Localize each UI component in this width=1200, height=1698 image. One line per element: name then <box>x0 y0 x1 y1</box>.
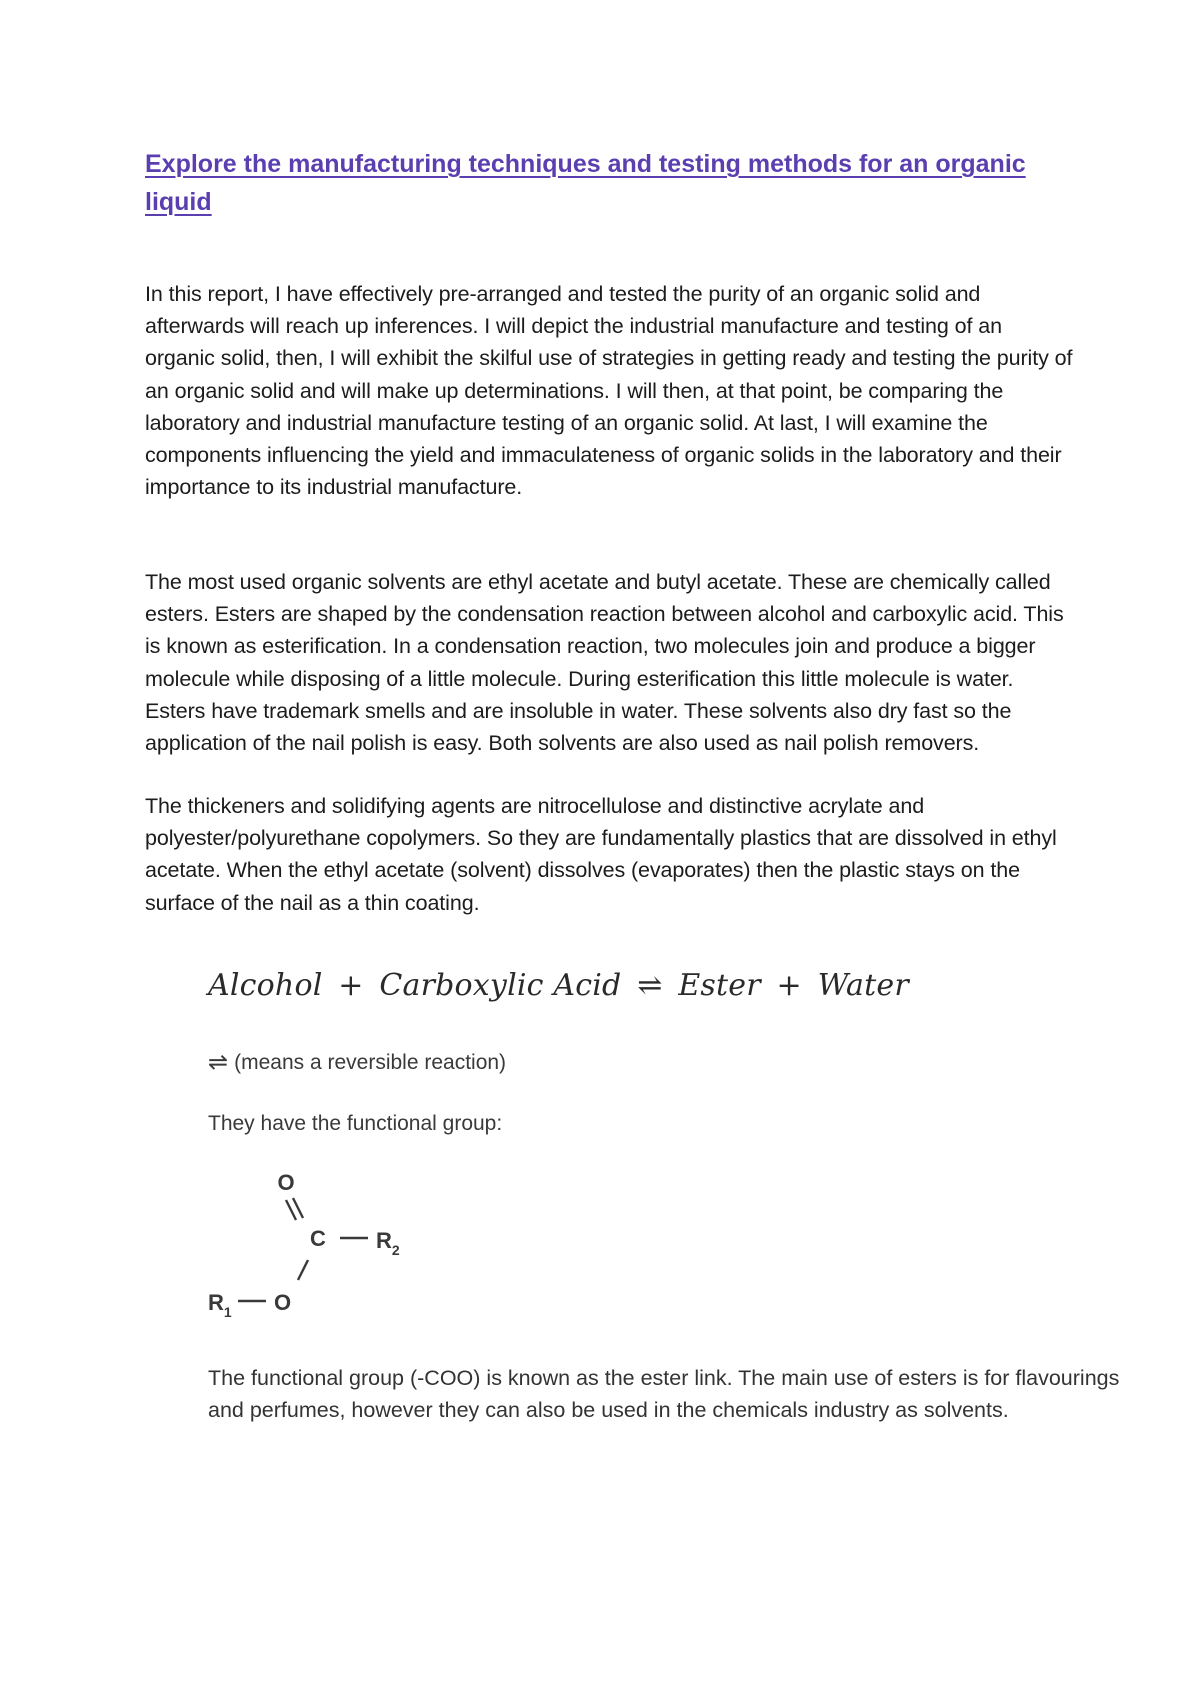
group-r1 <box>208 1290 232 1318</box>
solvents-paragraph: The most used organic solvents are ethyl acetate and butyl acetate. These are chemically called esters. Esters are shaped by the condensation reaction between alcohol and carboxylic acid. This is known as esterification. In a condensation reaction, two molecules join and produce a bigger molecule while disposing of a little molecule. During esterification this little molecule is water. Esters have trademark smells and are insoluble in water. These solvents also dry fast so the application of the nail polish is easy. Both solvents are also used as nail polish removers. <box>145 570 1064 756</box>
equation-term-carboxylic-acid: Carboxylic Acid <box>379 968 622 1003</box>
functional-group-description: The functional group (-COO) is known as the ester link. The main use of esters is for flavourings and perfumes, however they can also be used in the chemicals industry as solvents. <box>208 1366 1120 1423</box>
equation-plus-sign: + <box>776 968 802 1003</box>
esterification-equation <box>208 968 909 1003</box>
reversible-note <box>208 1048 506 1076</box>
group-r2-subscript: 2 <box>391 1242 400 1258</box>
equation-equilibrium-arrow: ⇌ <box>637 968 663 1003</box>
atom-carbon: C <box>310 1226 326 1251</box>
equilibrium-arrow-icon: ⇌ <box>208 1048 229 1076</box>
group-r1-subscript: 1 <box>223 1304 232 1318</box>
atom-oxygen-bottom: O <box>274 1290 292 1315</box>
ester-structure-diagram <box>208 1168 438 1318</box>
group-r2-letter: R <box>376 1228 392 1253</box>
group-r1-letter: R <box>208 1290 224 1315</box>
equation-plus-sign: + <box>338 968 364 1003</box>
equation-term-water: Water <box>817 968 909 1003</box>
group-r2 <box>376 1228 400 1258</box>
single-bond-line <box>298 1260 308 1280</box>
intro-paragraph: In this report, I have effectively pre-arranged and tested the purity of an organic solid and afterwards will reach up inferences. I will depict the industrial manufacture and testing of an organic solid, then, I will exhibit the skilful use of strategies in getting ready and testing the purity of an organic solid and will make up determinations. I will then, at that point, be comparing the laboratory and industrial manufacture testing of an organic solid. At last, I will examine the components influencing the yield and immaculateness of organic solids in the laboratory and their importance to its industrial manufacture. <box>145 282 1073 500</box>
functional-group-label: They have the functional group: <box>208 1112 503 1135</box>
document-title-link[interactable]: Explore the manufacturing techniques and testing methods for an organic liquid <box>145 150 1026 216</box>
reversible-note-text: (means a reversible reaction) <box>234 1051 507 1074</box>
esterification-figure <box>208 960 1120 1460</box>
thickeners-paragraph: The thickeners and solidifying agents are nitrocellulose and distinctive acrylate and polyester/polyurethane copolymers. So they are fundamentally plastics that are dissolved in ethyl acetate. When the ethyl acetate (solvent) dissolves (evaporates) then the plastic stays on the surface of the nail as a thin coating. <box>145 794 1057 915</box>
atom-oxygen-top: O <box>277 1170 295 1195</box>
equation-term-alcohol: Alcohol <box>208 968 323 1003</box>
equation-term-ester: Ester <box>678 968 761 1003</box>
